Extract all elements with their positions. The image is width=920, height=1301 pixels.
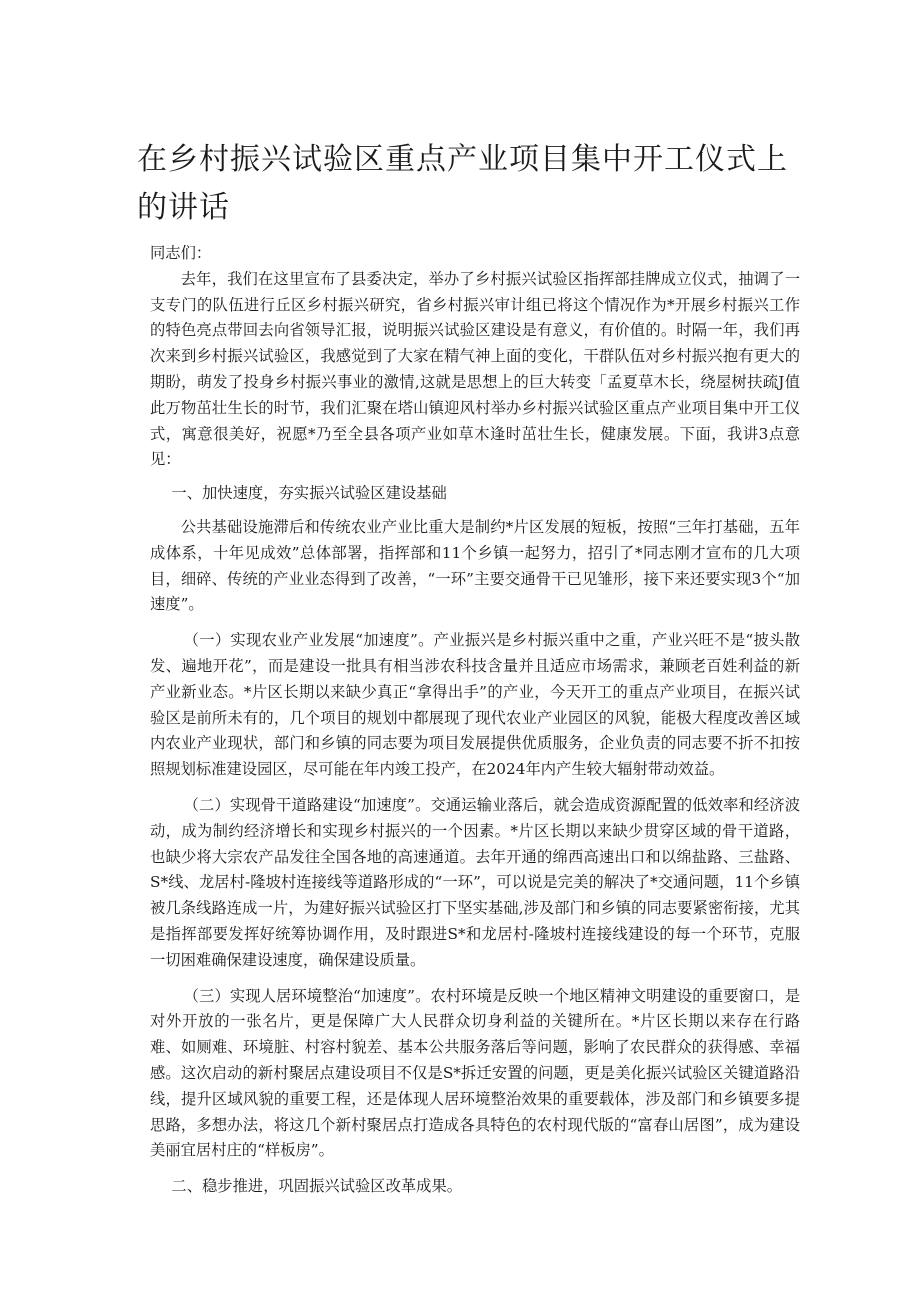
document-title: 在乡村振兴试验区重点产业项目集中开工仪式上的讲话: [137, 142, 788, 225]
section-2-heading: 二、稳步推进，巩固振兴试验区改革成果。: [171, 1177, 463, 1196]
section-1-heading: 一、加快速度，夯实振兴试验区建设基础: [171, 484, 447, 503]
subsection-3-paragraph: （三）实现人居环境整治“加速度”。农村环境是反映一个地区精神文明建设的重要窗口，是对外开放的一张名片，更是保障广大人民群众切身利益的关键所在。*片区长期以来存在行路难、如厕难、环境脏、村容村貌差、基本公共服务落后等问题，影响了农民群众的获得感、幸福感。这次启动的新村聚居点建设项目不仅是S*拆迁安置的问题，更是美化振兴试验区关键道路沿线，提升区域风貌的重要工程，还是体现人居环境整治效果的重要载体，涉及部门和乡镇要多提思路，多想办法，将这几个新村聚居点打造成各具特色的农村现代版的“富春山居图”，成为建设美丽宜居村庄的“样板房”。: [150, 986, 800, 1160]
subsection-1-paragraph: （一）实现农业产业发展“加速度”。产业振兴是乡村振兴重中之重，产业兴旺不是“披头散发、遍地开花”，而是建设一批具有相当涉农科技含量并且适应市场需求，兼顾老百姓利益的新产业新业态。*片区长期以来缺少真正“拿得出手”的产业，今天开工的重点产业项目，在振兴试验区是前所未有的，几个项目的规划中都展现了现代农业产业园区的风貌，能极大程度改善区域内农业产业现状，部门和乡镇的同志要为项目发展提供优质服务，企业负责的同志要不折不扣按照规划标准建设园区，尽可能在年内竣工投产，在2024年内产生较大辐射带动效益。: [150, 631, 800, 779]
section-1-paragraph: 公共基础设施滞后和传统农业产业比重大是制约*片区发展的短板，按照“三年打基础，五年成体系，十年见成效”总体部署，指挥部和11个乡镇一起努力，招引了*同志刚才宣布的几大项目，细碎、传统的产业业态得到了改善，“一环”主要交通骨干已见雏形，接下来还要实现3个“加速度”。: [150, 517, 800, 614]
subsection-2-paragraph: （二）实现骨干道路建设“加速度”。交通运输业落后，就会造成资源配置的低效率和经济波动，成为制约经济增长和实现乡村振兴的一个因素。*片区长期以来缺少贯穿区域的骨干道路，也缺少将大宗农产品发往全国各地的高速通道。去年开通的绵西高速出口和以绵盐路、三盐路、S*线、龙居村-隆坡村连接线等道路形成的“一环”，可以说是完美的解决了*交通问题，11个乡镇被几条线路连成一片，为建好振兴试验区打下坚实基础,涉及部门和乡镇的同志要紧密衔接，尤其是指挥部要发挥好统筹协调作用，及时跟进S*和龙居村-隆坡村连接线建设的每一个环节，克服一切困难确保建设速度，确保建设质量。: [150, 795, 800, 969]
document-body: [150, 241, 800, 1208]
intro-paragraph: 去年，我们在这里宣布了县委决定，举办了乡村振兴试验区指挥部挂牌成立仪式，抽调了一支专门的队伍进行丘区乡村振兴研究，省乡村振兴审计组已将这个情况作为*开展乡村振兴工作的特色亮点带回去向省领导汇报，说明振兴试验区建设是有意义，有价值的。时隔一年，我们再次来到乡村振兴试验区，我感觉到了大家在精气神上面的变化，干群队伍对乡村振兴抱有更大的期盼，萌发了投身乡村振兴事业的激情,这就是思想上的巨大转变「孟夏草木长，绕屋树扶疏J值此万物茁壮生长的时节，我们汇聚在塔山镇迎风村举办乡村振兴试验区重点产业项目集中开工仪式，寓意很美好，祝愿*乃至全县各项产业如草木逢时茁壮生长，健康发展。下面，我讲3点意见：: [150, 269, 800, 469]
salutation: 同志们：: [150, 244, 212, 262]
